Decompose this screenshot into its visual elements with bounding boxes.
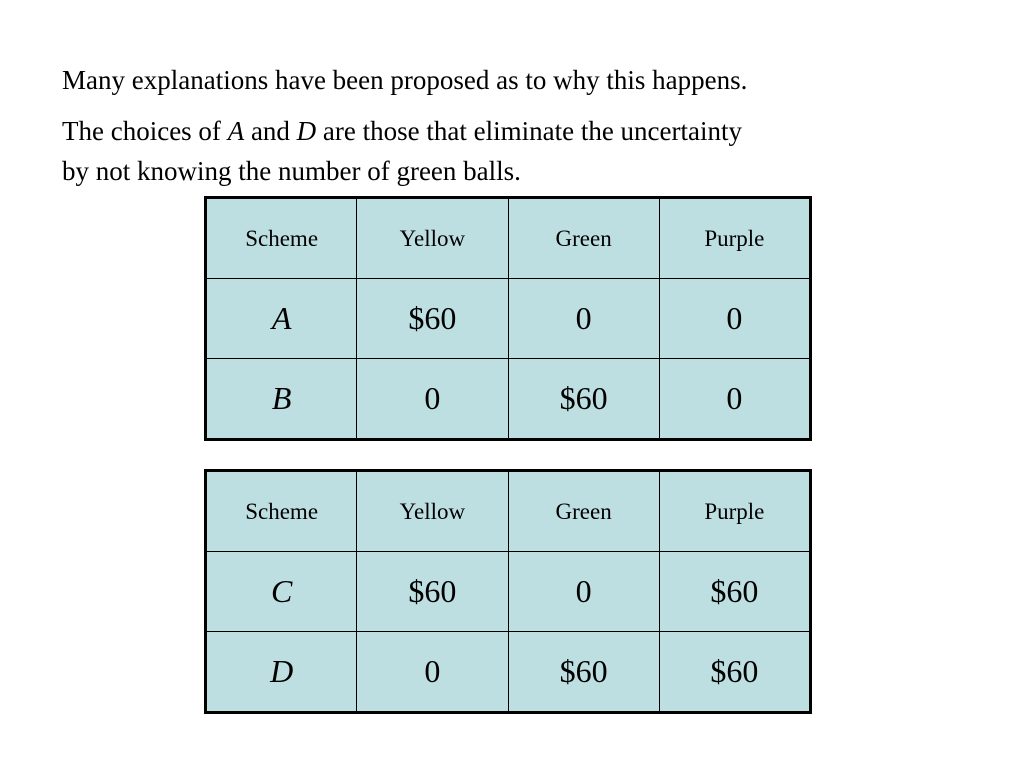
table-row — [206, 552, 811, 632]
green-cell: $60 — [508, 359, 659, 440]
column-header-purple: Purple — [659, 471, 810, 552]
green-cell: 0 — [508, 279, 659, 359]
table-header-row — [206, 198, 811, 279]
column-header-yellow: Yellow — [357, 198, 508, 279]
choice-d-var: D — [296, 116, 317, 146]
purple-cell: 0 — [659, 279, 810, 359]
scheme-cell: D — [206, 632, 357, 713]
table-header-row — [206, 471, 811, 552]
column-header-green: Green — [508, 471, 659, 552]
table-row — [206, 359, 811, 440]
column-header-purple: Purple — [659, 198, 810, 279]
column-header-scheme: Scheme — [206, 471, 357, 552]
intro-text: Many explanations have been proposed as to why this happens. — [62, 65, 748, 95]
scheme-table-cd — [204, 469, 812, 714]
scheme-table-ab — [204, 196, 812, 441]
yellow-cell: $60 — [357, 552, 508, 632]
yellow-cell: 0 — [357, 359, 508, 440]
scheme-cell: B — [206, 359, 357, 440]
column-header-scheme: Scheme — [206, 198, 357, 279]
column-header-green: Green — [508, 198, 659, 279]
scheme-cell: A — [206, 279, 357, 359]
table-row — [206, 632, 811, 713]
explanation-fragment: are those that eliminate the uncertainty — [316, 116, 743, 146]
explanation-text — [62, 111, 742, 191]
purple-cell: $60 — [659, 552, 810, 632]
explanation-line-2: by not knowing the number of green balls. — [62, 156, 521, 186]
purple-cell: 0 — [659, 359, 810, 440]
column-header-yellow: Yellow — [357, 471, 508, 552]
green-cell: $60 — [508, 632, 659, 713]
table-row — [206, 279, 811, 359]
purple-cell: $60 — [659, 632, 810, 713]
explanation-fragment: The choices of — [62, 116, 228, 146]
yellow-cell: 0 — [357, 632, 508, 713]
explanation-line-1 — [62, 111, 742, 151]
green-cell: 0 — [508, 552, 659, 632]
explanation-fragment: and — [244, 116, 297, 146]
scheme-cell: C — [206, 552, 357, 632]
yellow-cell: $60 — [357, 279, 508, 359]
choice-a-var: A — [227, 116, 245, 146]
